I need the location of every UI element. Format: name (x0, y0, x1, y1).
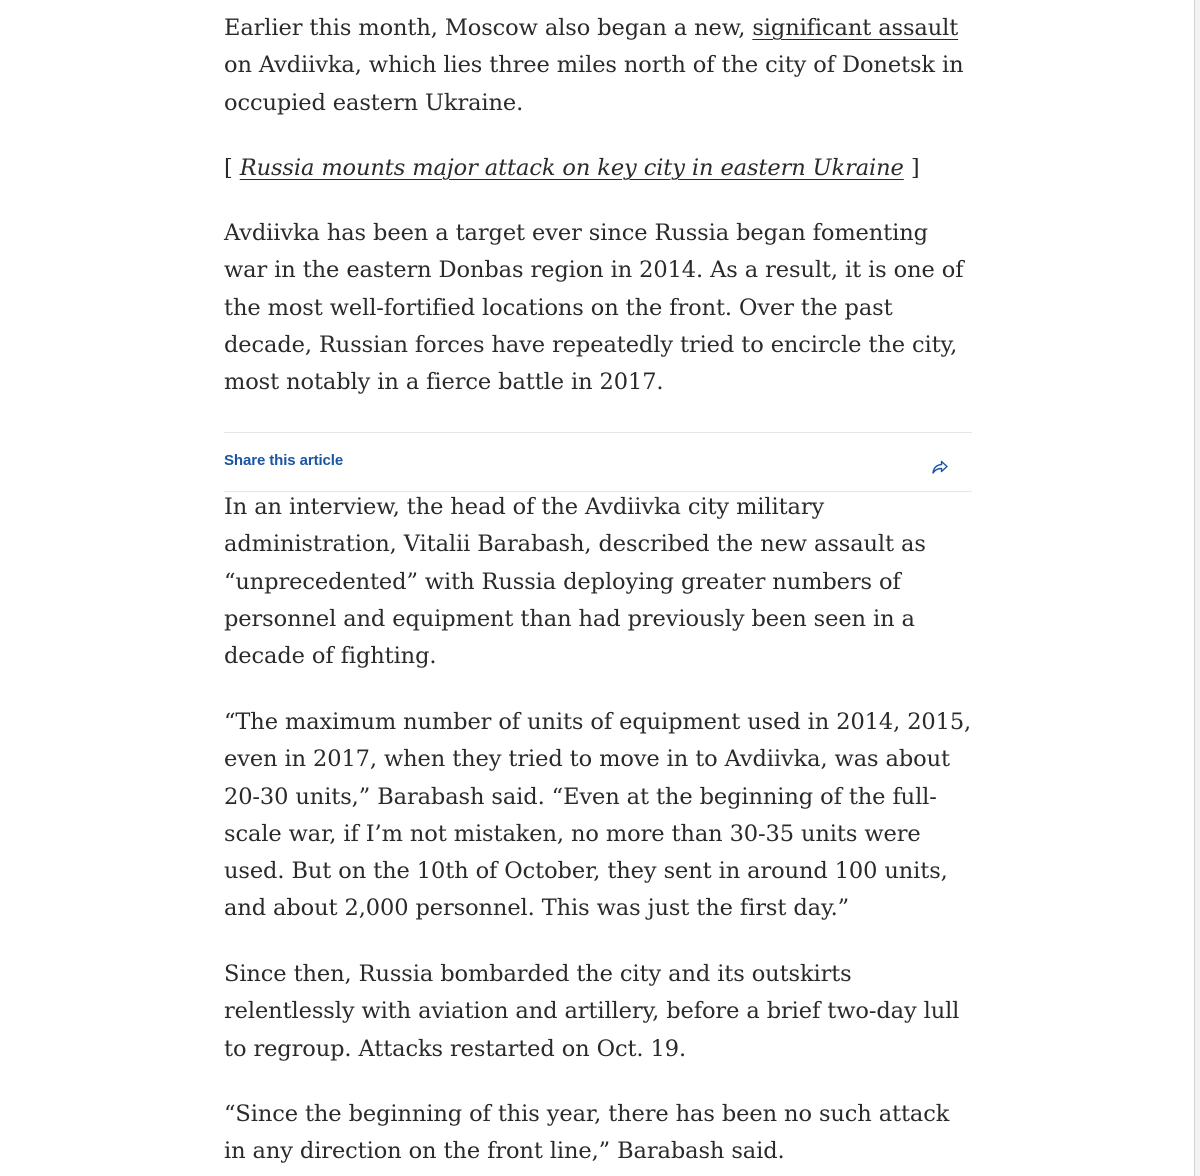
bracket-open: [ (224, 155, 240, 181)
paragraph: Since then, Russia bombarded the city and its outskirts relentlessly with aviation and artillery, before a brief two-day lull to regroup. Attacks restarted on Oct. 19. (224, 961, 960, 1062)
paragraph-text: Earlier this month, Moscow also began a new, (224, 15, 753, 41)
share-arrow-icon[interactable] (930, 452, 950, 472)
related-article-link[interactable]: Russia mounts major attack on key city in eastern Ukraine (239, 155, 904, 181)
paragraph (224, 10, 972, 122)
paragraph: Avdiivka has been a target ever since Russia began fomenting war in the eastern Donbas region in 2014. As a result, it is one of the most well-fortified locations on the front. Over the past decade, Russian forces have repeatedly tried to encircle the city, most notably in a fierce battle in 2017. (224, 220, 964, 396)
share-this-article-button[interactable]: Share this article (224, 452, 344, 469)
share-bar (224, 432, 972, 492)
bracket-close: ] (903, 155, 920, 181)
paragraph: “The maximum number of units of equipment used in 2014, 2015, even in 2017, when they tried to move in to Avdiivka, was about 20-30 units,” Barabash said. “Even at the beginning of the full-scale war, if I’m not mistaken, no more than 30-35 units were used. But on the 10th of October, they sent in around 100 units, and about 2,000 personnel. This was just the first day.” (224, 709, 972, 922)
significant-assault-link[interactable]: significant assault (752, 15, 959, 41)
paragraph-text: on Avdiivka, which lies three miles north of the city of Donetsk in occupied eastern Ukraine. (224, 52, 964, 116)
related-article (224, 150, 972, 187)
paragraph: “Since the beginning of this year, there has been no such attack in any direction on the front line,” Barabash said. (224, 1101, 950, 1165)
paragraph: In an interview, the head of the Avdiivka city military administration, Vitalii Barabash, described the new assault as “unprecedented” with Russia deploying greater numbers of personnel and equipment than had previously been seen in a decade of fighting. (224, 494, 926, 670)
scrollbar[interactable] (1194, 0, 1200, 1176)
